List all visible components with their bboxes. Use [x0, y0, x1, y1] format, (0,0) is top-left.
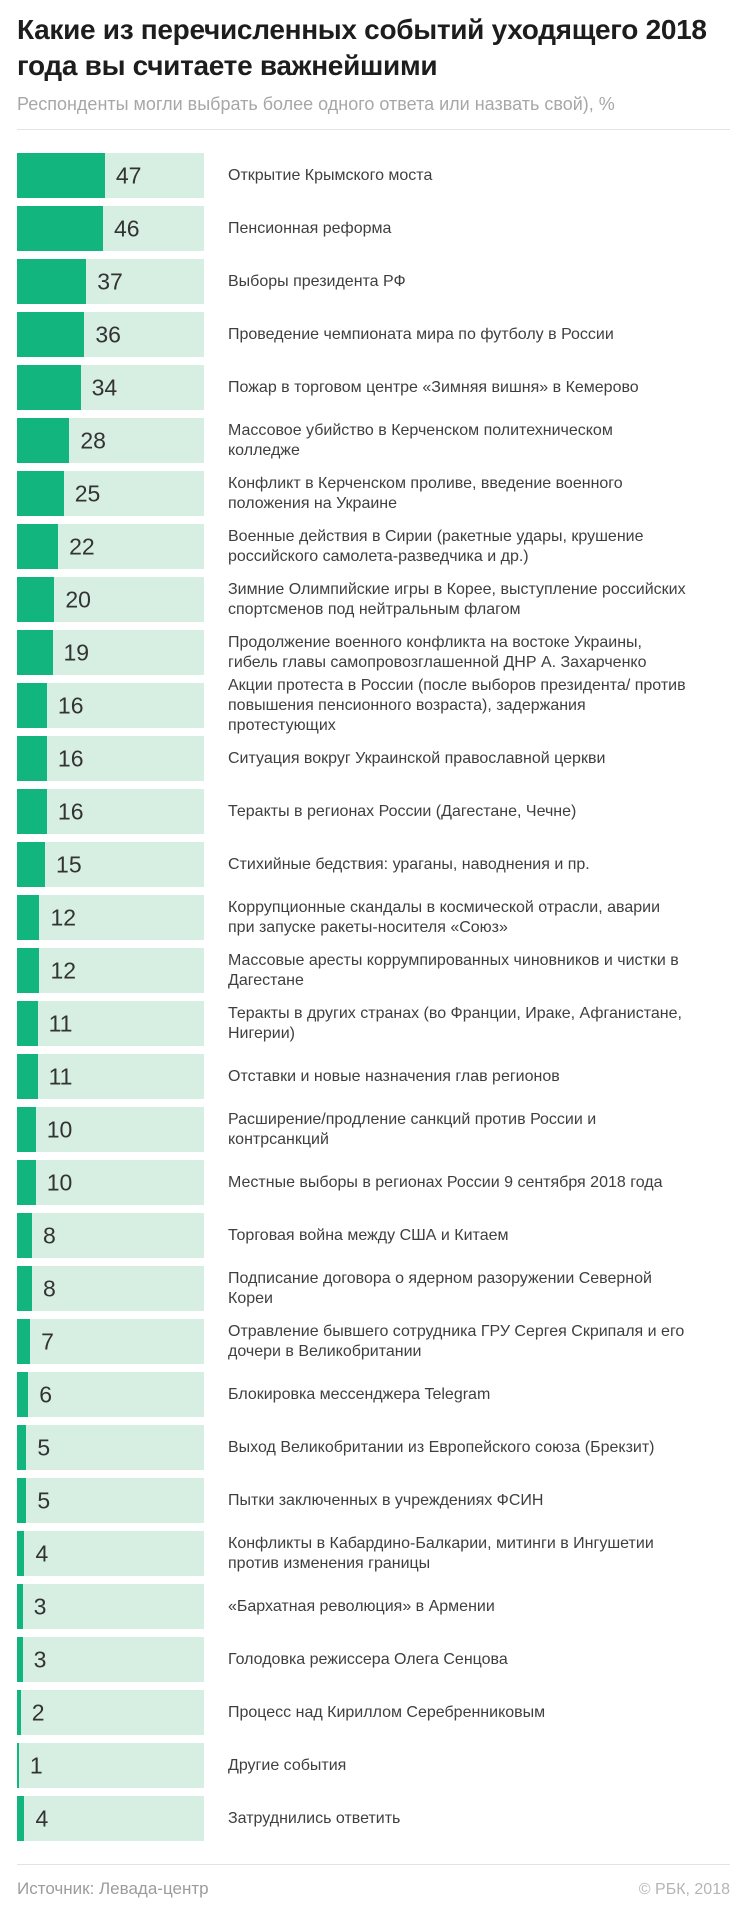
bar-fill: [17, 1107, 36, 1152]
chart-row: [17, 259, 730, 304]
chart-row: [17, 1319, 730, 1364]
bar-label: «Бархатная революция» в Армении: [228, 1597, 495, 1615]
bar-value: 8: [42, 1222, 56, 1248]
bar-label: Подписание договора о ядерном разоружении Северной Кореи: [228, 1269, 652, 1307]
bar-track: [17, 1054, 204, 1099]
bar-label: Стихийные бедствия: ураганы, наводнения и пр.: [228, 855, 590, 873]
bar-value: 20: [65, 586, 91, 612]
bar-fill: [17, 842, 45, 887]
chart-row: [17, 1478, 730, 1523]
bar-track: [17, 153, 204, 198]
chart-row: [17, 1425, 730, 1470]
bar-value: 3: [33, 1646, 47, 1672]
bar-fill: [17, 1160, 36, 1205]
bar-fill: [17, 1796, 24, 1841]
bar-fill: [17, 365, 81, 410]
chart-row: [17, 1531, 730, 1576]
chart-row: [17, 153, 730, 198]
bar-track: [17, 1107, 204, 1152]
bar-label: Массовое убийство в Керченском политехническом колледже: [228, 421, 613, 459]
chart-row: [17, 1054, 730, 1099]
bar-fill: [17, 789, 47, 834]
bar-track: [17, 948, 204, 993]
chart-row: [17, 1001, 730, 1046]
bar-track: [17, 259, 204, 304]
bar-fill: [17, 1213, 32, 1258]
bar-track: [17, 1001, 204, 1046]
bar-value: 5: [37, 1487, 51, 1513]
bar-track: [17, 1478, 204, 1523]
chart-row: [17, 1107, 730, 1152]
bar-value: 11: [48, 1010, 73, 1036]
bar-value: 4: [35, 1805, 49, 1831]
bar-value: 34: [91, 374, 118, 400]
bar-value: 3: [33, 1593, 47, 1619]
bar-label: Выход Великобритании из Европейского союза (Брекзит): [228, 1438, 655, 1456]
chart-row: [17, 1637, 730, 1682]
chart-row: [17, 1372, 730, 1417]
chart-row: [17, 1743, 730, 1788]
bar-fill: [17, 736, 47, 781]
chart-row: [17, 577, 730, 622]
bar-label: Открытие Крымского моста: [228, 166, 433, 184]
bar-fill: [17, 895, 39, 940]
bar-value: 36: [95, 321, 121, 347]
bar-fill: [17, 1690, 21, 1735]
bar-label: Процесс над Кириллом Серебренниковым: [228, 1703, 546, 1721]
bar-fill: [17, 577, 54, 622]
bar-fill: [17, 153, 105, 198]
bar-fill: [17, 1319, 30, 1364]
bar-fill: [17, 1054, 38, 1099]
bar-fill: [17, 1001, 38, 1046]
bar-value: 16: [57, 745, 84, 771]
bar-label: Проведение чемпионата мира по футболу в России: [228, 325, 614, 343]
bar-value: 10: [46, 1169, 73, 1195]
bar-track: [17, 683, 204, 728]
bar-label: Конфликт в Керченском проливе, введение военного положения на Украине: [228, 474, 623, 512]
footer-copyright: © РБК, 2018: [638, 1881, 730, 1898]
bar-label: Пытки заключенных в учреждениях ФСИН: [228, 1491, 544, 1509]
bar-label: Массовые аресты коррумпированных чиновников и чистки в Дагестане: [228, 951, 679, 989]
bar-value: 7: [41, 1328, 54, 1354]
bar-label: Продолжение военного конфликта на востоке Украины, гибель главы самопровозглашенной ДНР А. Захарченко: [228, 633, 647, 671]
bar-value: 16: [57, 798, 84, 824]
bar-track: [17, 206, 204, 251]
chart-row: [17, 365, 730, 410]
bottom-divider: [17, 1864, 730, 1865]
chart-row: [17, 418, 730, 463]
chart-row: [17, 524, 730, 569]
bar-fill: [17, 630, 53, 675]
bar-label: Акции протеста в России (после выборов президента/ против повышения пенсионного возраста), задержания протестующих: [228, 676, 686, 734]
page-title: Какие из перечисленных событий уходящего 2018 года вы считаете важнейшими: [17, 14, 707, 81]
bar-label: Зимние Олимпийские игры в Корее, выступление российских спортсменов под нейтральным флагом: [228, 580, 686, 618]
bar-fill: [17, 206, 103, 251]
bar-value: 37: [97, 268, 123, 294]
bar-track: [17, 1425, 204, 1470]
bar-track: [17, 1319, 204, 1364]
chart-row: [17, 736, 730, 781]
chart-row: [17, 676, 730, 734]
bar-label: Пенсионная реформа: [228, 219, 392, 237]
chart-row: [17, 948, 730, 993]
chart-row: [17, 312, 730, 357]
chart-row: [17, 630, 730, 675]
bar-track: [17, 789, 204, 834]
bar-label: Теракты в других странах (во Франции, Ираке, Афганистане, Нигерии): [228, 1004, 682, 1042]
bar-value: 12: [50, 904, 77, 930]
bar-value: 46: [114, 215, 140, 241]
bar-track: [17, 842, 204, 887]
bar-value: 22: [69, 533, 95, 559]
chart-row: [17, 1796, 730, 1841]
bar-label: Местные выборы в регионах России 9 сентября 2018 года: [228, 1173, 663, 1191]
bar-track: [17, 1796, 204, 1841]
bar-fill: [17, 524, 58, 569]
bar-value: 47: [115, 162, 142, 188]
bar-value: 4: [35, 1540, 49, 1566]
bar-value: 12: [50, 957, 77, 983]
bar-label: Блокировка мессенджера Telegram: [228, 1385, 491, 1403]
bar-label: Голодовка режиссера Олега Сенцова: [228, 1650, 508, 1668]
bar-track: [17, 1637, 204, 1682]
bar-value: 2: [31, 1699, 45, 1725]
bar-label: Конфликты в Кабардино-Балкарии, митинги в Ингушетии против изменения границы: [228, 1534, 654, 1572]
bar-label: Коррупционные скандалы в космической отрасли, аварии при запуске ракеты-носителя «Союз»: [228, 898, 660, 936]
bar-value: 5: [37, 1434, 51, 1460]
bar-label: Затруднились ответить: [228, 1809, 401, 1827]
bar-fill: [17, 1425, 26, 1470]
bar-fill: [17, 312, 84, 357]
bar-label: Военные действия в Сирии (ракетные удары, крушение российского самолета-разведчика и др.): [228, 527, 644, 565]
bar-track: [17, 630, 204, 675]
chart-row: [17, 471, 730, 516]
bar-label: Теракты в регионах России (Дагестане, Чечне): [228, 802, 577, 820]
bar-fill: [17, 259, 86, 304]
bar-track: [17, 1160, 204, 1205]
bar-track: [17, 1372, 204, 1417]
bar-fill: [17, 1531, 24, 1576]
chart-row: [17, 1266, 730, 1311]
bar-value: 19: [63, 639, 90, 665]
bar-track: [17, 418, 204, 463]
chart-rows: [17, 153, 730, 1841]
bar-fill: [17, 1372, 28, 1417]
bar-track: [17, 1531, 204, 1576]
bar-value: 28: [80, 427, 106, 453]
bar-fill: [17, 948, 39, 993]
chart-row: [17, 842, 730, 887]
bar-label: Ситуация вокруг Украинской православной церкви: [228, 749, 606, 767]
bar-value: 6: [39, 1381, 53, 1407]
bar-value: 15: [56, 851, 82, 877]
bar-label: Отравление бывшего сотрудника ГРУ Сергея Скрипаля и его дочери в Великобритании: [228, 1322, 685, 1360]
chart-row: [17, 789, 730, 834]
bar-track: [17, 312, 204, 357]
bar-track: [17, 577, 204, 622]
chart-row: [17, 1690, 730, 1735]
chart-row: [17, 206, 730, 251]
bar-label: Другие события: [228, 1756, 347, 1774]
bar-value: 11: [48, 1063, 73, 1089]
bar-track: [17, 1213, 204, 1258]
bar-fill: [17, 1584, 23, 1629]
bar-track: [17, 1584, 204, 1629]
footer: [17, 1879, 730, 1899]
bar-fill: [17, 1637, 23, 1682]
bar-fill: [17, 1743, 19, 1788]
chart-row: [17, 895, 730, 940]
bar-track: [17, 895, 204, 940]
bar-value: 10: [46, 1116, 73, 1142]
bar-value: 8: [42, 1275, 56, 1301]
bar-fill: [17, 1478, 26, 1523]
bar-label: Выборы президента РФ: [228, 272, 406, 290]
top-divider: [17, 129, 730, 130]
bar-label: Торговая война между США и Китаем: [228, 1226, 509, 1244]
bar-fill: [17, 471, 64, 516]
page-subtitle: Респонденты могли выбрать более одного ответа или назвать свой), %: [17, 94, 615, 114]
chart-row: [17, 1584, 730, 1629]
bar-track: [17, 1743, 204, 1788]
bar-fill: [17, 1266, 32, 1311]
bar-track: [17, 1690, 204, 1735]
bar-label: Пожар в торговом центре «Зимняя вишня» в Кемерово: [228, 378, 639, 396]
bar-label: Расширение/продление санкций против России и контрсанкций: [228, 1110, 597, 1148]
bar-value: 25: [74, 480, 101, 506]
bar-track: [17, 736, 204, 781]
bar-value: 1: [29, 1752, 43, 1778]
bar-track: [17, 365, 204, 410]
chart-row: [17, 1160, 730, 1205]
bar-fill: [17, 418, 69, 463]
bar-fill: [17, 683, 47, 728]
bar-label: Отставки и новые назначения глав регионов: [228, 1067, 560, 1085]
footer-source: Источник: Левада-центр: [17, 1879, 209, 1898]
bar-track: [17, 1266, 204, 1311]
bar-value: 16: [57, 692, 84, 718]
chart-row: [17, 1213, 730, 1258]
bar-track: [17, 471, 204, 516]
bar-track: [17, 524, 204, 569]
